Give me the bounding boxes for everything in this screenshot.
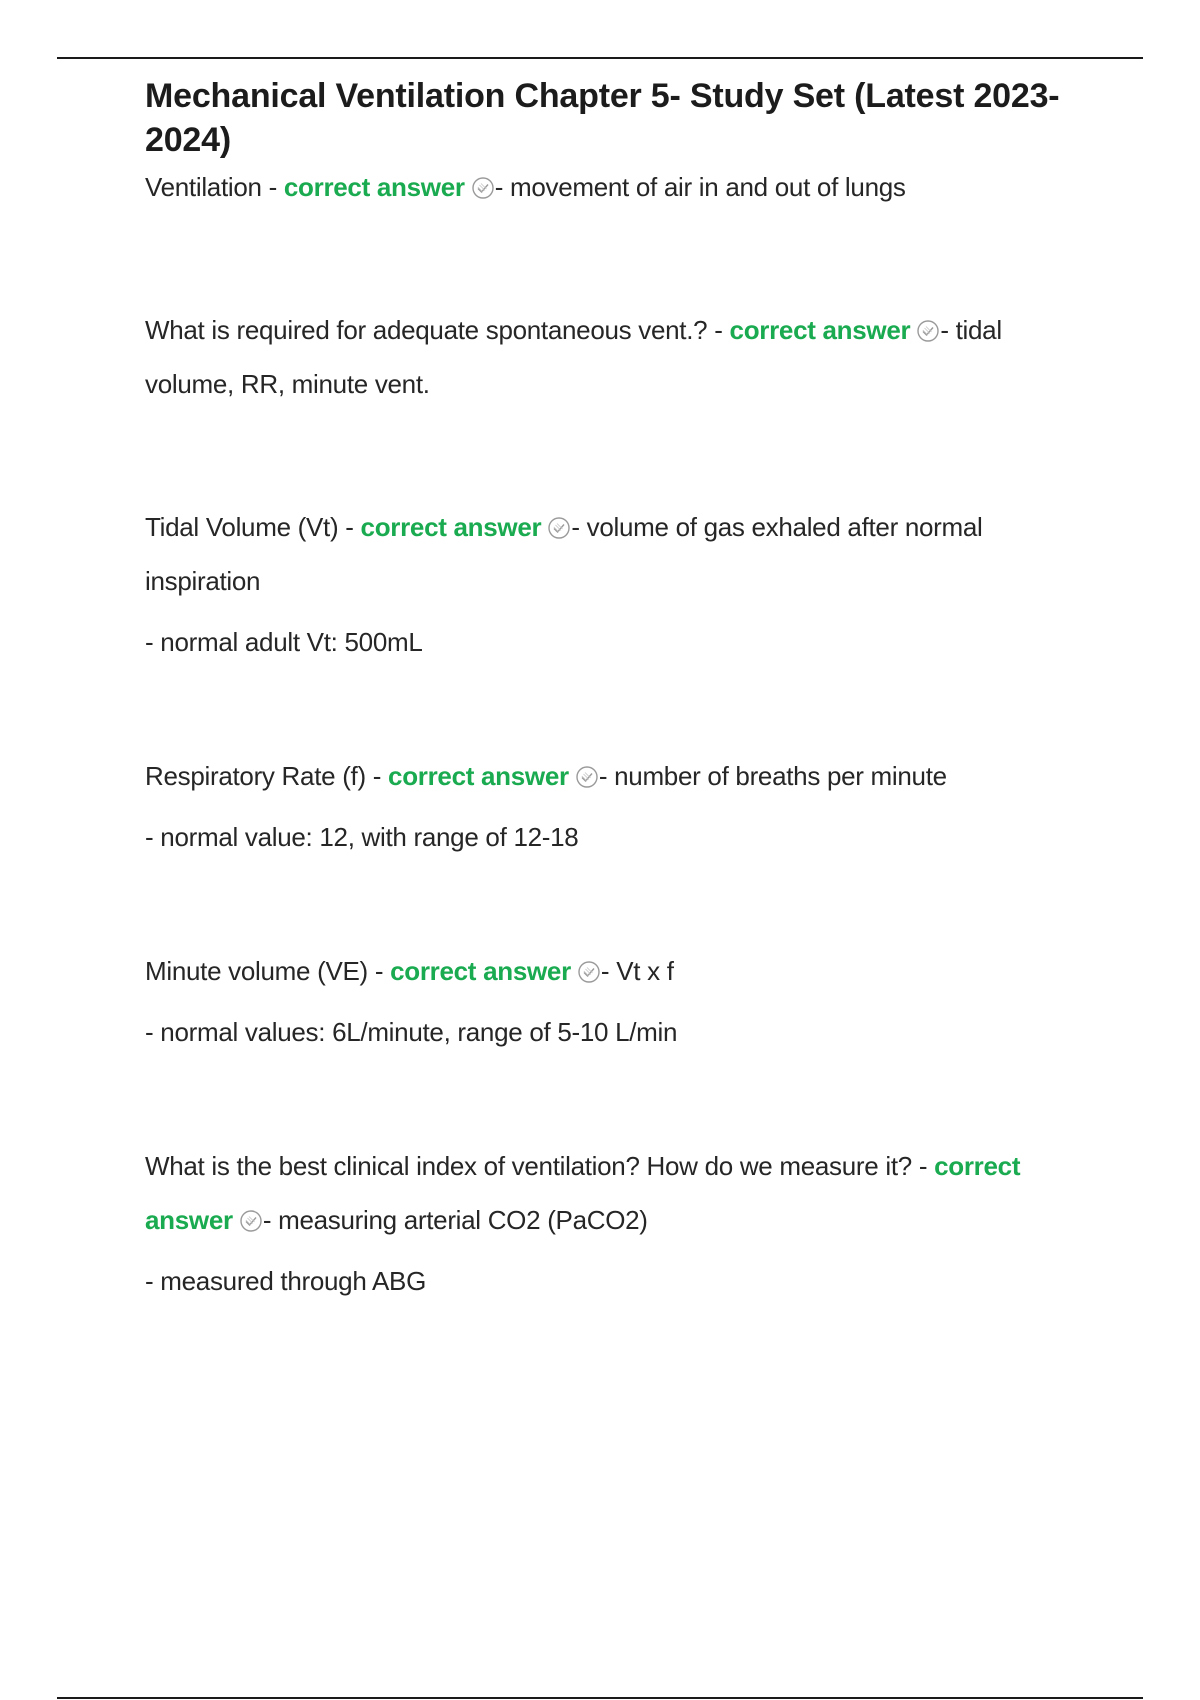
correct-answer-label: correct answer bbox=[390, 956, 571, 986]
note-line: - normal adult Vt: 500mL bbox=[145, 627, 423, 657]
answer-text: - tidal volume, RR, minute vent. bbox=[145, 315, 1002, 399]
qa-item-minute-volume bbox=[145, 944, 1085, 998]
bottom-rule bbox=[57, 1697, 1143, 1699]
qa-item-spontaneous-vent bbox=[145, 303, 1085, 411]
question-text: What is required for adequate spontaneous vent.? - bbox=[145, 315, 730, 345]
question-text: Tidal Volume (Vt) - bbox=[145, 512, 361, 542]
qa-item-ventilation bbox=[145, 160, 1085, 214]
answer-text: - Vt x f bbox=[600, 956, 674, 986]
answer-text: - measuring arterial CO2 (PaCO2) bbox=[262, 1205, 648, 1235]
qa-item-clinical-index bbox=[145, 1139, 1085, 1247]
correct-answer-label: correct answer bbox=[283, 172, 465, 202]
correct-answer-label: correct answer bbox=[360, 512, 542, 542]
check-circle-icon bbox=[239, 1209, 263, 1233]
answer-text: - number of breaths per minute bbox=[598, 761, 947, 791]
correct-answer-label: correct answer bbox=[145, 1151, 1021, 1235]
question-text: What is the best clinical index of ventilation? How do we measure it? - bbox=[145, 1151, 935, 1181]
answer-text: - volume of gas exhaled after normal inspiration bbox=[145, 512, 983, 596]
check-circle-icon bbox=[575, 765, 599, 789]
correct-answer-label: correct answer bbox=[388, 761, 569, 791]
question-text: Ventilation - bbox=[145, 172, 284, 202]
note-line: - normal value: 12, with range of 12-18 bbox=[145, 822, 579, 852]
question-text: Respiratory Rate (f) - bbox=[145, 761, 389, 791]
qa-item-respiratory-rate bbox=[145, 749, 1085, 803]
answer-text: - movement of air in and out of lungs bbox=[494, 172, 906, 202]
document-title: Mechanical Ventilation Chapter 5- Study Set (Latest 2023-2024) bbox=[145, 77, 1060, 159]
check-circle-icon bbox=[916, 319, 940, 343]
top-rule bbox=[57, 57, 1143, 59]
note-line: - measured through ABG bbox=[145, 1266, 426, 1296]
note-line: - normal values: 6L/minute, range of 5-10 L/min bbox=[145, 1017, 678, 1047]
qa-item-tidal-volume bbox=[145, 500, 1085, 608]
correct-answer-label: correct answer bbox=[729, 315, 911, 345]
document-body bbox=[145, 74, 1085, 1299]
check-circle-icon bbox=[471, 176, 495, 200]
check-circle-icon bbox=[547, 516, 571, 540]
check-circle-icon bbox=[577, 960, 601, 984]
question-text: Minute volume (VE) - bbox=[145, 956, 391, 986]
